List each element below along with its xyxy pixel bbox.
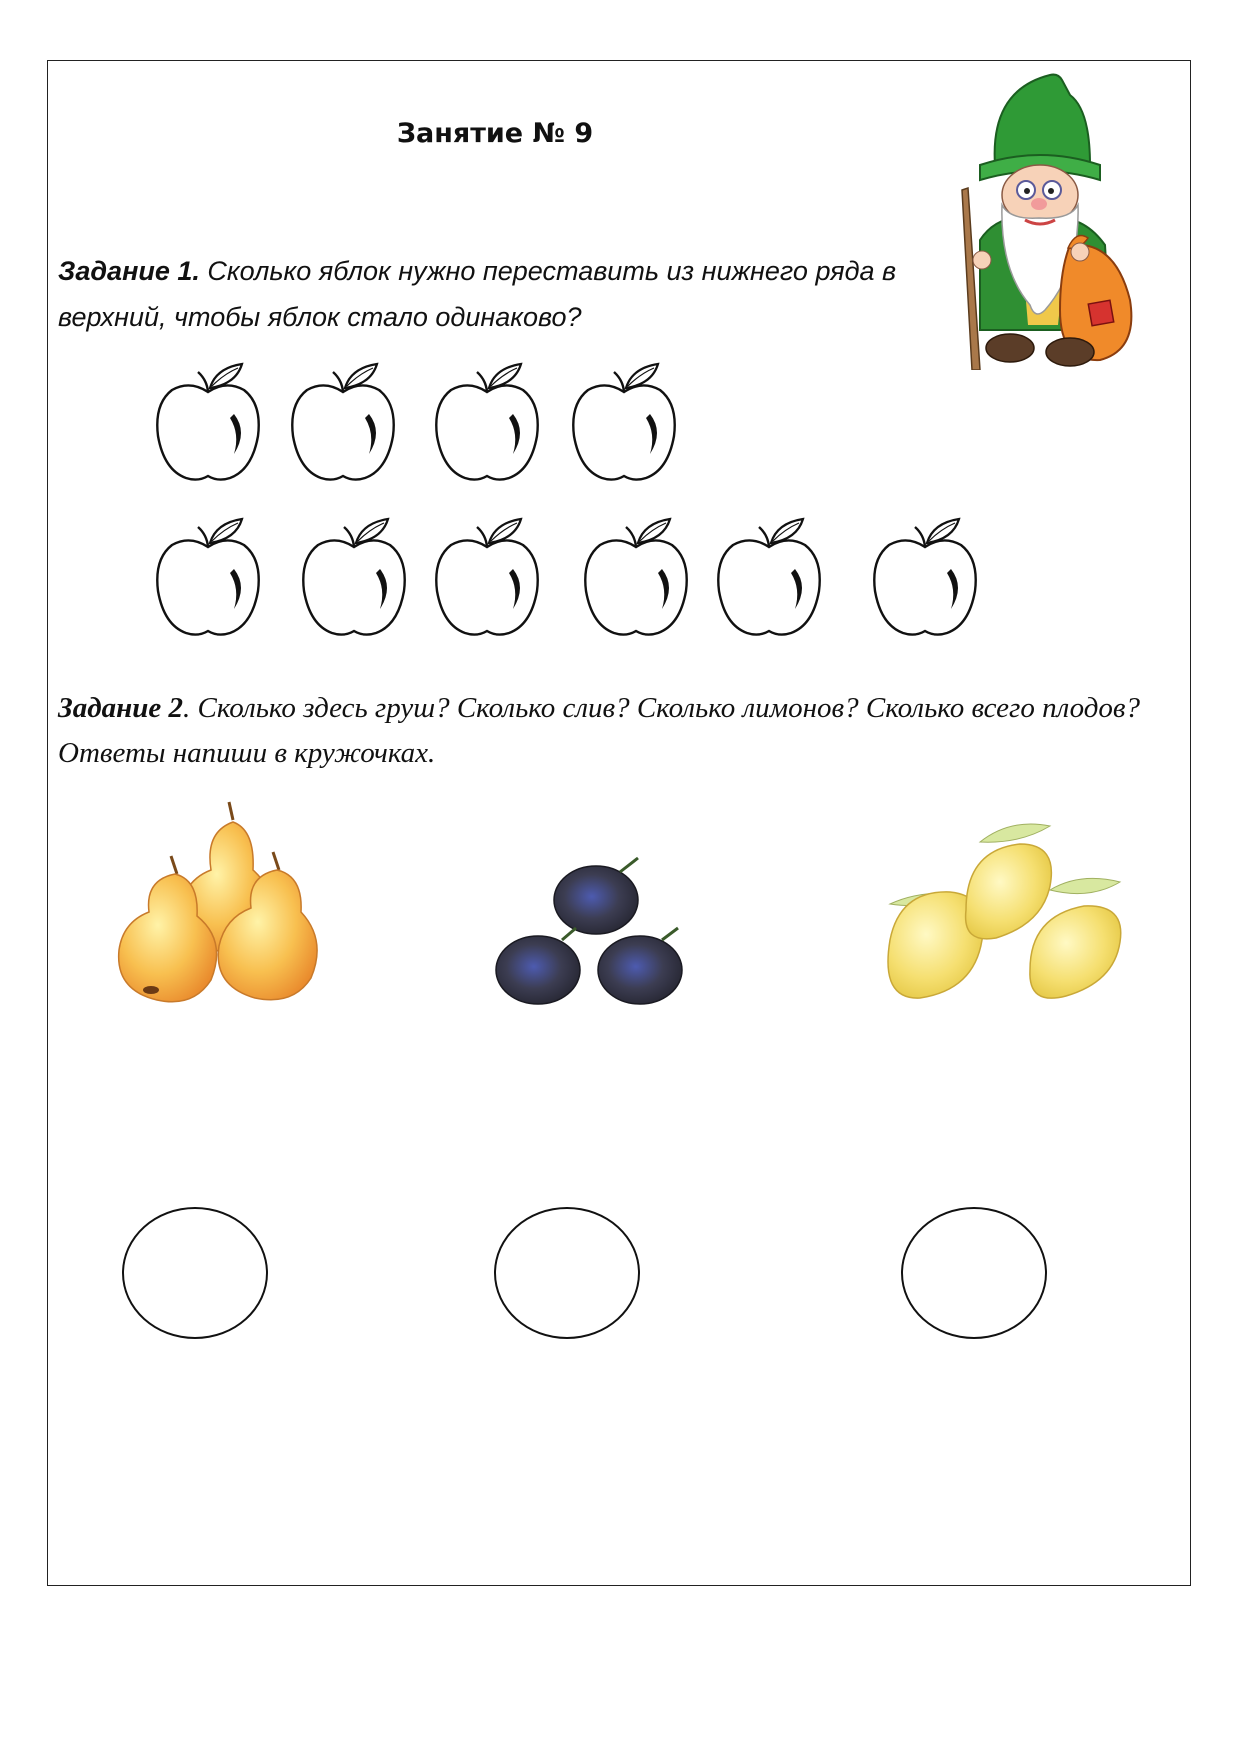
bottom-row-apple [152, 517, 264, 639]
gnome-illustration [940, 70, 1140, 370]
plum-top [554, 858, 638, 934]
top-row-apple [152, 362, 264, 484]
task-1-text: Сколько яблок нужно переставить из нижнего ряда в верхний, чтобы яблок стало одинаково? [58, 256, 897, 332]
plums-group [490, 850, 700, 1020]
bottom-row-apple [869, 517, 981, 639]
bottom-row-apple [713, 517, 825, 639]
answer-circle-pears[interactable] [122, 1207, 268, 1339]
bottom-row-apple [431, 517, 543, 639]
task-1-instruction [58, 248, 938, 340]
top-row-apple [287, 362, 399, 484]
top-row-apple [431, 362, 543, 484]
bottom-row-apple [580, 517, 692, 639]
plum-left [496, 928, 580, 1004]
pears-group [105, 800, 325, 1020]
task-2-text: . Сколько здесь груш? Сколько слив? Сколько лимонов? Сколько всего плодов? Ответы напиши в кружочках. [58, 692, 1140, 769]
plum-right [598, 928, 682, 1004]
answer-circle-lemons[interactable] [901, 1207, 1047, 1339]
lemons-group [870, 820, 1140, 1010]
task-1-label: Задание 1. [58, 256, 200, 286]
task-2-instruction [58, 686, 1158, 776]
top-row-apple [568, 362, 680, 484]
task-2-label: Задание 2 [58, 692, 183, 724]
lemon-top [966, 844, 1052, 939]
lemon-right [1030, 906, 1121, 998]
answer-circle-plums[interactable] [494, 1207, 640, 1339]
lesson-title: Занятие № 9 [396, 118, 594, 149]
bottom-row-apple [298, 517, 410, 639]
